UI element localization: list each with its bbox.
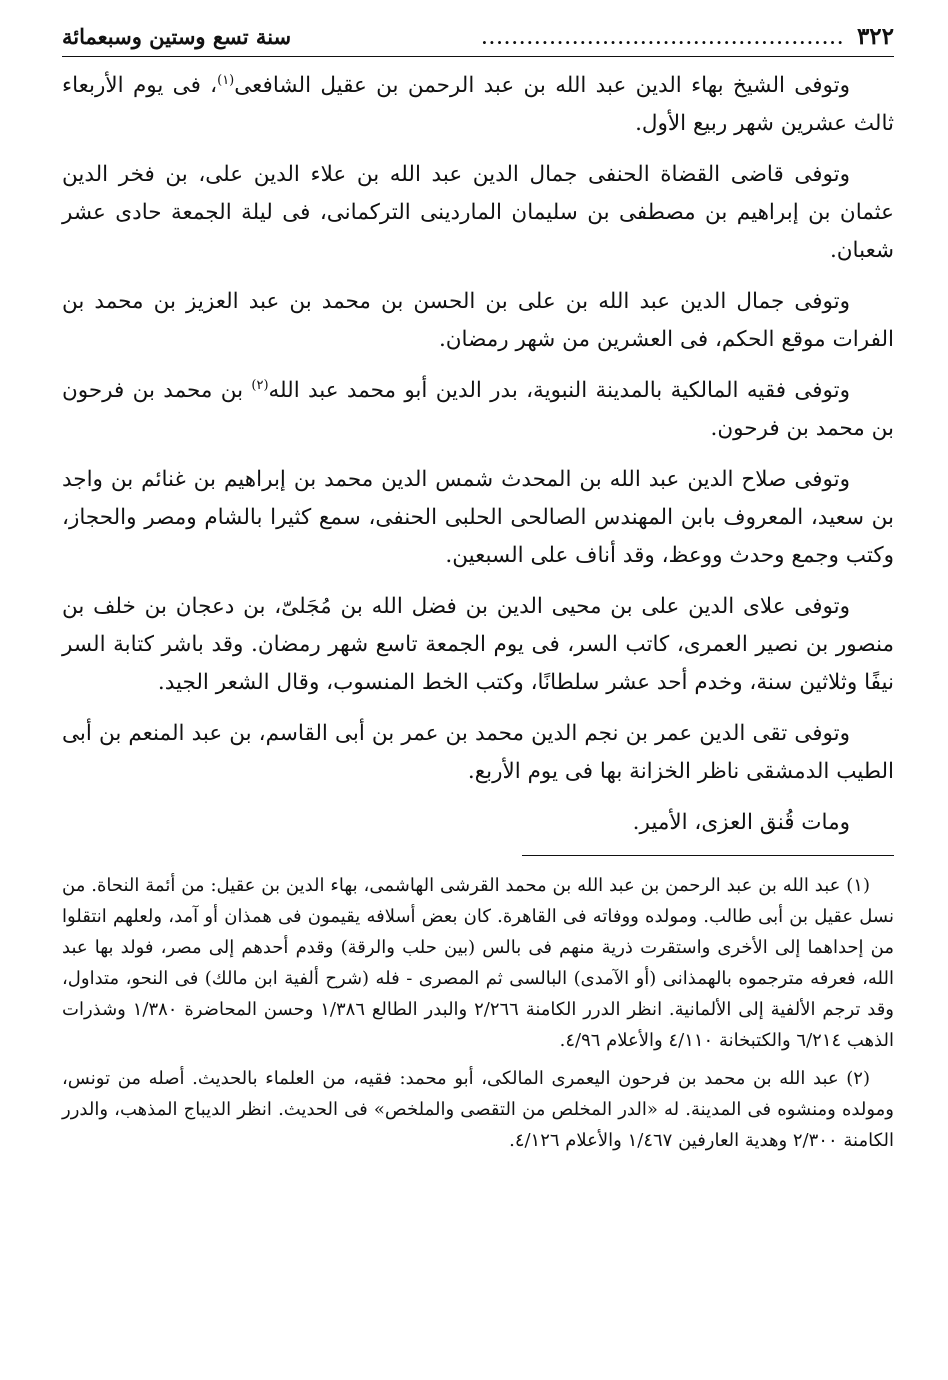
paragraph-ibn-farhun (62, 372, 894, 448)
main-text (62, 67, 894, 842)
book-page (62, 20, 894, 1163)
page-number: ٣٢٢ (856, 23, 894, 50)
running-title: سنة تسع وستين وسبعمائة (62, 24, 292, 49)
header-rule (62, 56, 894, 57)
footnote-2: (٢) عبد الله بن محمد بن فرحون اليعمرى المالكى، أبو محمد: فقيه، من العلماء بالحديث. أصله من تونس، ومولده ومنشوه فى المدينة. له «الدر المخلص من التقصى والملخص» فى الحديث. انظر الديباج المذهب، والدرر الكامنة ٢/٣٠٠ وهدية العارفين ١/٤٦٧ والأعلام ٤/١٢٦. (62, 1068, 894, 1151)
paragraph-text: ومات قُنق العزى، الأمير. (632, 810, 850, 835)
footnote-marker-2[interactable]: (٢) (251, 377, 269, 393)
footnote-1: (١) عبد الله بن عبد الرحمن بن عبد الله بن محمد القرشى الهاشمى، بهاء الدين بن عقيل: من أئمة النحاة. من نسل عقيل بن أبى طالب. ومولده ووفاته فى القاهرة. كان بعض أسلافه يقيمون فى همذان أو آمد، ولعلهم انتقلوا من إحداهما إلى الأخرى واستقرت ذرية منهم فى بالس (بين حلب والرقة) وقدم أحدهم إلى مصر، فولد بها عبد الله، فعرفه مترجموه بالهمذانى (أو الآمدى) البالسى ثم المصرى - فله (شرح ألفية ابن مالك) فى النحو، متداول، وقد ترجم الألفية إلى الألمانية. انظر الدرر الكامنة ٢/٢٦٦ والبدر الطالع ١/٣٨٦ وحسن المحاضرة ١/٣٨٠ وشذرات الذهب ٦/٢١٤ والكتبخانة ٤/١١٠ والأعلام ٤/٩٦. (62, 875, 895, 1051)
paragraph-text: وتوفى صلاح الدين عبد الله بن المحدث شمس الدين محمد بن إبراهيم بن غنائم بن واجد بن سعيد، المعروف بابن المهندس الصالحى الحلبى الحنفى، سمع كثيرا بالشام ومصر والحجاز، وكتب وجمع وحدث ووعظ، وقد أناف على السبعين. (62, 467, 894, 568)
paragraph-ibn-alfurat (62, 283, 894, 359)
paragraph-text: وتوفى علاى الدين على بن محيى الدين بن فضل الله بن مُجَلىّ، بن دعجان بن خلف بن منصور بن نصير العمرى، كاتب السر، فى يوم الجمعة تاسع شهر رمضان. وقد باشر كتابة السر نيفًا وثلاثين سنة، وخدم أحد عشر سلطانًا، وكتب الخط المنسوب، وقال الشعر الجيد. (62, 594, 894, 695)
footnotes (62, 870, 894, 1156)
header-leader-dots: ................................................ (481, 29, 845, 48)
paragraph-ibn-aqil (62, 67, 894, 143)
paragraph-text: وتوفى فقيه المالكية بالمدينة النبوية، بدر الدين أبو محمد عبد الله (268, 378, 850, 403)
paragraph-text: وتوفى قاضى القضاة الحنفى جمال الدين عبد الله بن علاء الدين على، بن فخر الدين عثمان بن إبراهيم بن مصطفى بن سليمان الماردينى التركمانى، فى ليلة الجمعة حادى عشر شعبان. (62, 162, 894, 263)
footnote-separator (522, 855, 894, 856)
paragraph-text-cont: ، فى يوم الأربعاء ثالث عشرين شهر ربيع الأول. (62, 73, 894, 136)
page-header (62, 20, 894, 54)
paragraph-qunq (62, 804, 894, 842)
footnote-marker-1[interactable]: (١) (217, 72, 235, 88)
paragraph-text: وتوفى تقى الدين عمر بن نجم الدين محمد بن عمر بن أبى القاسم، بن عبد المنعم بن أبى الطيب الدمشقى ناظر الخزانة بها فى يوم الأربع. (62, 721, 894, 784)
paragraph-text: وتوفى الشيخ بهاء الدين عبد الله بن عبد الرحمن بن عقيل الشافعى (234, 73, 850, 98)
paragraph-text-cont: بن محمد بن فرحون بن محمد بن فرحون. (62, 378, 894, 441)
paragraph-hanafi-judge (62, 156, 894, 270)
paragraph-taqi-aldin (62, 715, 894, 791)
paragraph-text: وتوفى جمال الدين عبد الله بن على بن الحسن بن محمد بن عبد العزيز بن محمد بن الفرات موقع الحكم، فى العشرين من شهر رمضان. (62, 289, 894, 352)
paragraph-alai-aldin (62, 588, 894, 702)
paragraph-salah-aldin (62, 461, 894, 575)
